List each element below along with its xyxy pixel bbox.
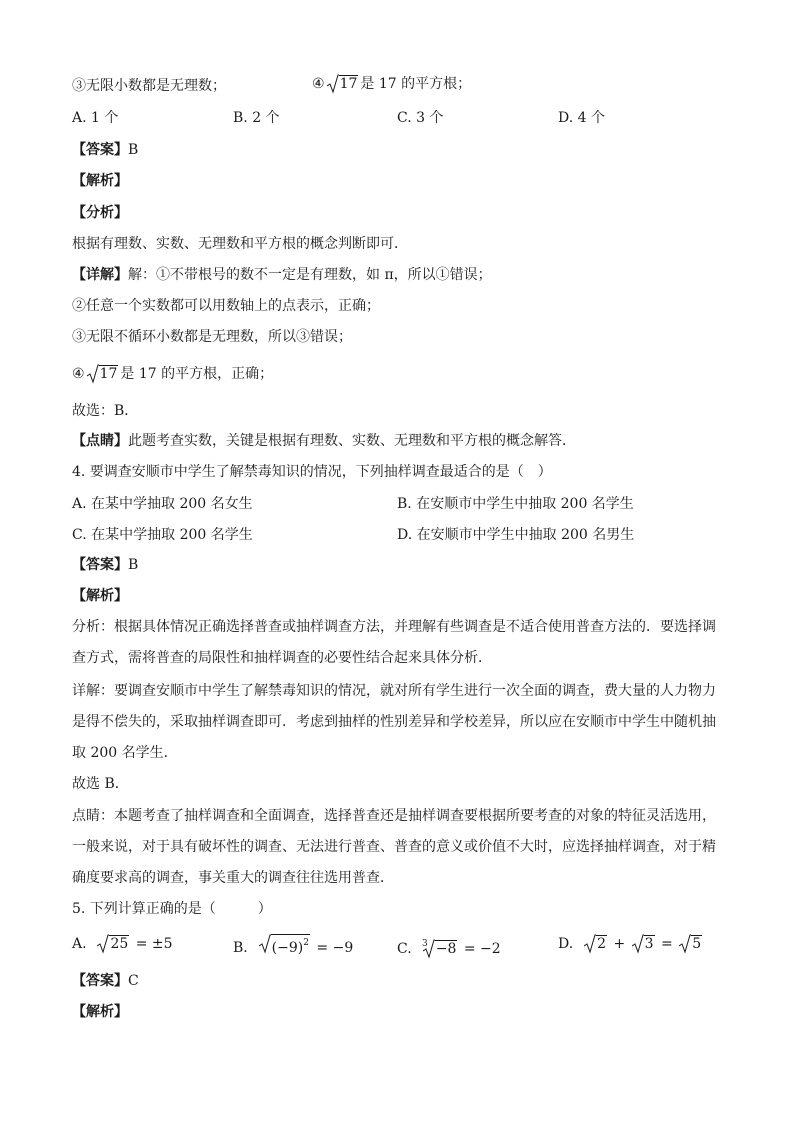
q5-answer xyxy=(72,971,139,991)
detail-label: 【详解】 xyxy=(72,267,128,283)
q3-detail-line-4 xyxy=(72,364,273,384)
rhs: = −9 xyxy=(316,940,354,956)
q4-stem: 4. 要调查安顺市中学生了解禁毒知识的情况，下列抽样调查最适合的是（ ） xyxy=(72,464,552,480)
answer-value: C xyxy=(128,973,139,989)
radical-sign-icon xyxy=(632,934,644,954)
answer-label: 【答案】 xyxy=(72,142,128,158)
q4-dianjing-line-2: 一般来说，对于具有破坏性的调查、无法进行普查、普查的意义或价值不大时，应选择抽样调查，对于精 xyxy=(72,839,716,855)
q3-statement-4 xyxy=(312,74,471,94)
option-label: D. xyxy=(558,936,574,952)
q3-dianjing xyxy=(72,431,576,451)
q3-answer xyxy=(72,140,138,160)
q3-detail-line-2: ②任意一个实数都可以用数轴上的点表示，正确； xyxy=(72,298,380,314)
rhs: = −2 xyxy=(463,941,501,957)
q3-option-b: B. 2 个 xyxy=(233,110,280,126)
sqrt-radical xyxy=(87,364,119,384)
q3-stmt3-text: ③无限小数都是无理数； xyxy=(72,78,226,94)
q5-option-b xyxy=(233,934,353,958)
radicand: 5 xyxy=(692,936,702,952)
radicand: −8 xyxy=(435,941,457,957)
exponent: 2 xyxy=(303,938,309,948)
detail4-prefix: ④ xyxy=(72,366,85,382)
sqrt-radical xyxy=(97,934,129,954)
q3-choose: 故选：B． xyxy=(72,403,139,419)
q4-answer xyxy=(72,555,138,575)
q3-fenxi-text: 根据有理数、实数、无理数和平方根的概念判断即可． xyxy=(72,236,408,252)
q4-option-b: B. 在安顺市中学生中抽取 200 名学生 xyxy=(397,496,634,512)
radicand: (−9) xyxy=(271,940,304,956)
plus-sign: + xyxy=(613,936,626,952)
radical-sign-icon xyxy=(584,934,596,954)
q5-option-a xyxy=(72,934,173,954)
q4-detail-line-1: 详解：要调查安顺市中学生了解禁毒知识的情况，就对所有学生进行一次全面的调查，费大量的人力物力 xyxy=(72,683,716,699)
answer-label: 【答案】 xyxy=(72,973,128,989)
answer-label: 【答案】 xyxy=(72,557,128,573)
q3-option-a: A. 1 个 xyxy=(72,110,119,126)
q3-stmt4-prefix: ④ xyxy=(312,76,325,92)
q4-option-c: C. 在某中学抽取 200 名学生 xyxy=(72,527,253,543)
sqrt-radical xyxy=(327,74,359,94)
q3-analysis-label: 【解析】 xyxy=(72,173,128,189)
q4-choose: 故选 B． xyxy=(72,776,129,792)
radical-sign-icon xyxy=(259,934,271,954)
root-index: 3 xyxy=(422,939,428,949)
q3-detail-line-3: ③无限不循环小数都是无理数，所以③错误； xyxy=(72,329,352,345)
dianjing-label: 【点睛】 xyxy=(72,433,128,449)
radical-sign-icon xyxy=(87,364,99,384)
q4-detail-line-2: 是得不偿失的，采取抽样调查即可．考虑到抽样的性别差异和学校差异，所以应在安顺市中学生中随机抽 xyxy=(72,714,716,730)
q4-option-d: D. 在安顺市中学生中抽取 200 名男生 xyxy=(397,527,635,543)
sqrt-radical xyxy=(259,934,310,958)
q4-dianjing-line-1: 点睛：本题考查了抽样调查和全面调查，选择普查还是抽样调查要根据所要考查的对象的特征灵活选用， xyxy=(72,808,716,824)
option-label: C. xyxy=(397,941,412,957)
detail4-radicand: 17 xyxy=(99,366,118,382)
q3-fenxi-label: 【分析】 xyxy=(72,205,128,221)
detail-text: 解：①不带根号的数不一定是有理数，如 π，所以①错误； xyxy=(128,267,492,283)
q5-option-d xyxy=(558,934,704,954)
sqrt-radical xyxy=(679,934,702,954)
q4-option-a: A. 在某中学抽取 200 名女生 xyxy=(72,496,253,512)
q3-detail-line-1 xyxy=(72,265,492,285)
q5-analysis-label: 【解析】 xyxy=(72,1004,128,1020)
rhs: = ±5 xyxy=(135,936,173,952)
q3-stmt4-radicand: 17 xyxy=(339,76,358,92)
q5-stem: 5. 下列计算正确的是（ ） xyxy=(72,901,272,917)
q3-statement-3 xyxy=(72,76,226,96)
q4-fenxi-line-1: 分析：根据具体情况正确选择普查或抽样调查方法，并理解有些调查是不适合使用普查方法的．要选择调 xyxy=(72,619,716,635)
q4-detail-line-3: 取 200 名学生． xyxy=(72,745,178,761)
q5-option-c xyxy=(397,934,501,959)
radical-sign-icon xyxy=(423,939,435,959)
q4-dianjing-line-3: 确度要求高的调查，事关重大的调查往往选用普查． xyxy=(72,870,394,886)
detail4-suffix: 是 17 的平方根，正确； xyxy=(120,366,274,382)
radicand: 25 xyxy=(110,936,129,952)
q3-option-d: D. 4 个 xyxy=(558,110,605,126)
equals-sign: = xyxy=(661,936,673,952)
q3-stmt4-suffix: 是 17 的平方根； xyxy=(360,76,472,92)
option-label: A. xyxy=(72,936,87,952)
q3-option-c: C. 3 个 xyxy=(397,110,444,126)
sqrt-radical xyxy=(632,934,655,954)
radical-sign-icon xyxy=(679,934,691,954)
q4-analysis-label: 【解析】 xyxy=(72,588,128,604)
q4-fenxi-line-2: 查方式，需将普查的局限性和抽样调查的必要性结合起来具体分析． xyxy=(72,650,492,666)
radical-sign-icon xyxy=(327,74,339,94)
cbrt-radical xyxy=(423,939,458,959)
answer-value: B xyxy=(128,557,139,573)
sqrt-radical xyxy=(584,934,607,954)
radical-sign-icon xyxy=(97,934,109,954)
option-label: B. xyxy=(233,940,248,956)
radicand: 3 xyxy=(644,936,654,952)
answer-value: B xyxy=(128,142,139,158)
radicand: 2 xyxy=(597,936,607,952)
dianjing-text: 此题考查实数，关键是根据有理数、实数、无理数和平方根的概念解答． xyxy=(128,433,576,449)
